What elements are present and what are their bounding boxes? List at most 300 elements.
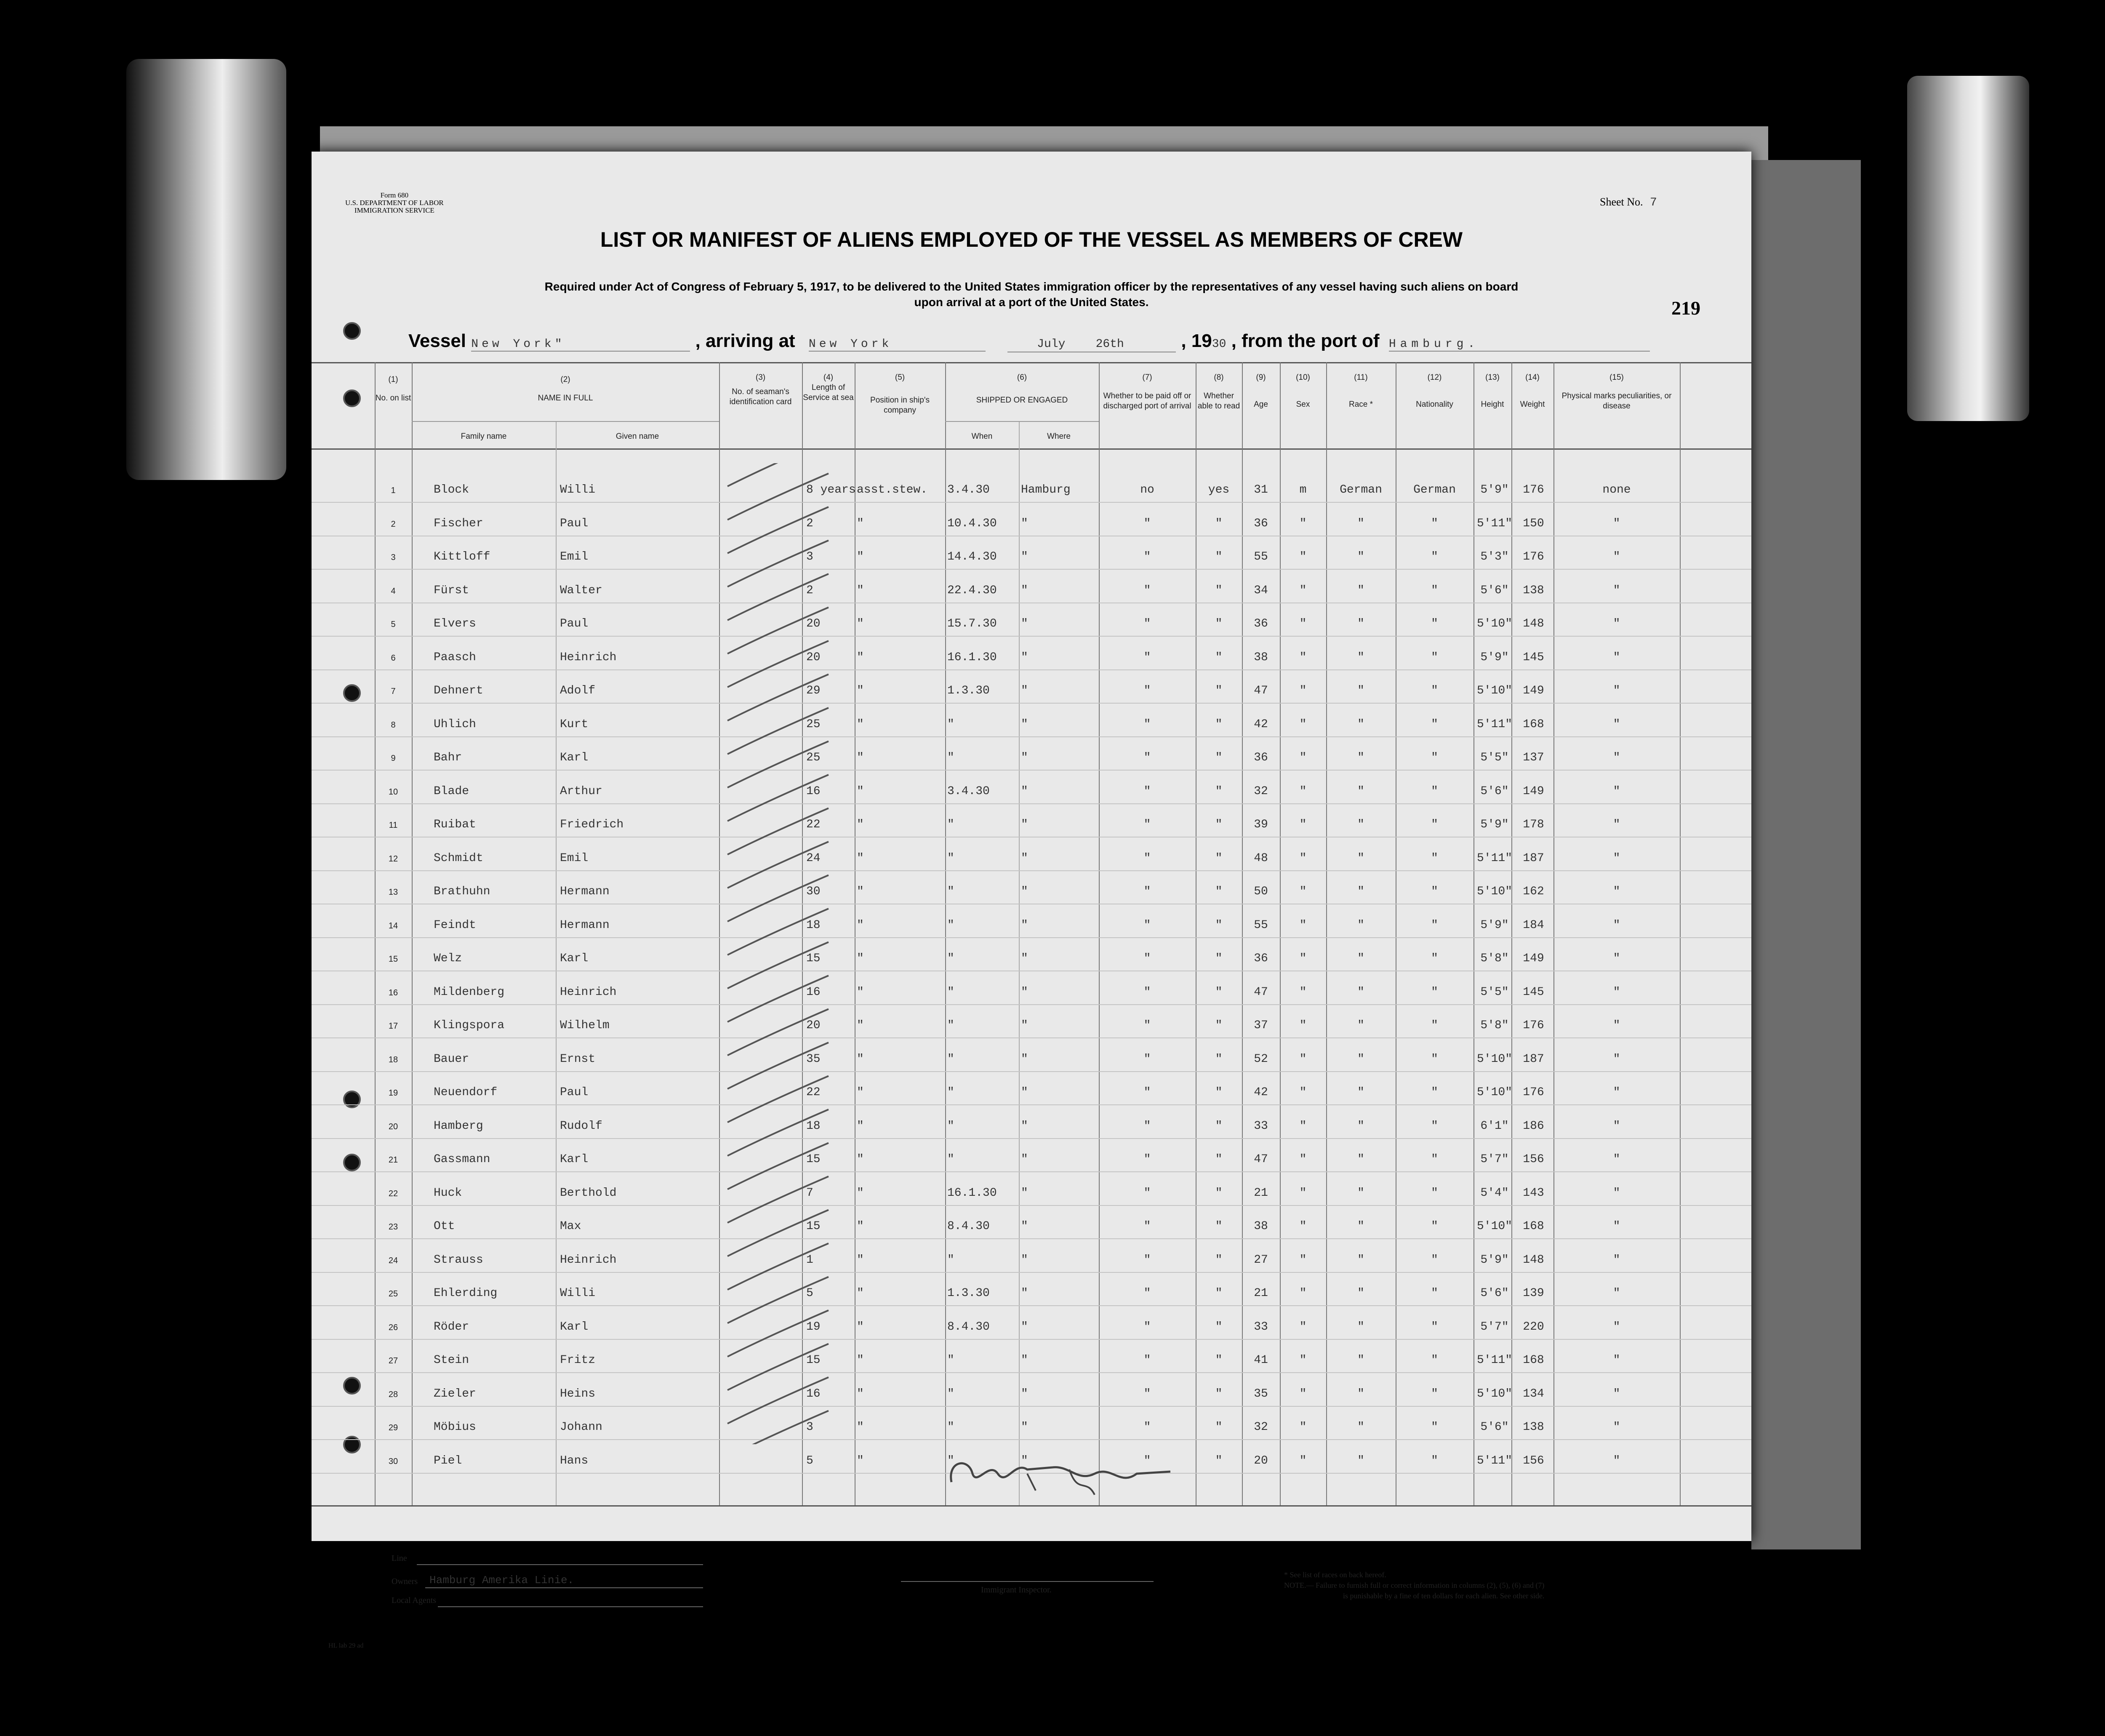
family-name: Ruibat	[434, 818, 476, 831]
race: "	[1357, 651, 1364, 664]
physical-marks: "	[1613, 617, 1620, 630]
nationality: "	[1431, 918, 1438, 932]
height: 5'10"	[1476, 1220, 1512, 1233]
physical-marks: "	[1613, 550, 1620, 563]
weight: 145	[1523, 651, 1544, 664]
shipped-where: "	[1021, 1052, 1028, 1066]
table-top-rule	[312, 362, 1751, 363]
family-name: Möbius	[434, 1421, 476, 1434]
shipped-subheader-rule	[945, 421, 1099, 422]
paid-off: "	[1143, 651, 1151, 664]
sex: "	[1299, 617, 1307, 630]
able-to-read: "	[1215, 651, 1223, 664]
ship-position: "	[857, 1220, 864, 1233]
weight: 176	[1523, 1019, 1544, 1032]
weight: 168	[1523, 1220, 1544, 1233]
given-name: Heinrich	[560, 1253, 617, 1267]
able-to-read: "	[1215, 952, 1223, 965]
able-to-read: "	[1215, 1421, 1223, 1434]
physical-marks: "	[1613, 985, 1620, 999]
able-to-read: "	[1215, 517, 1223, 530]
family-name: Kittloff	[434, 550, 490, 563]
row-number: 13	[388, 888, 398, 897]
service-length: 5	[806, 1454, 813, 1467]
line-label: Line	[392, 1554, 407, 1563]
col-header-5: (5) Position in ship's company	[870, 373, 930, 415]
able-to-read: yes	[1208, 483, 1230, 496]
year-prefix: , 19	[1181, 331, 1212, 351]
ship-position: "	[857, 885, 864, 898]
height: 5'10"	[1476, 1052, 1512, 1066]
shipped-when: "	[947, 918, 954, 932]
shipped-where: "	[1021, 1354, 1028, 1367]
paid-off: "	[1143, 1287, 1151, 1300]
sex: "	[1299, 717, 1307, 731]
weight: 184	[1523, 918, 1544, 932]
shipped-where: "	[1021, 918, 1028, 932]
age: 21	[1254, 1287, 1268, 1300]
age: 47	[1254, 985, 1268, 999]
sex: "	[1299, 1387, 1307, 1400]
nationality: "	[1431, 1052, 1438, 1066]
arriving-port: New York	[809, 338, 986, 352]
sex: "	[1299, 851, 1307, 865]
age: 27	[1254, 1253, 1268, 1267]
col-header-15: (15) Physical marks peculiarities, or disease	[1561, 373, 1672, 411]
family-name: Gassmann	[434, 1153, 490, 1166]
height: 5'9"	[1480, 918, 1509, 932]
nationality: "	[1431, 1186, 1438, 1200]
weight: 186	[1523, 1119, 1544, 1133]
age: 36	[1254, 952, 1268, 965]
physical-marks: "	[1613, 1287, 1620, 1300]
service-length: 5	[806, 1287, 813, 1300]
owners-value: Hamburg Amerika Linie.	[429, 1574, 574, 1587]
agents-underline	[438, 1606, 703, 1607]
service-length: 24	[806, 851, 821, 865]
race: "	[1357, 1119, 1364, 1133]
race: "	[1357, 1387, 1364, 1400]
shipped-where: "	[1021, 1454, 1028, 1467]
paid-off: "	[1143, 617, 1151, 630]
given-name: Wilhelm	[560, 1019, 610, 1032]
paid-off: "	[1143, 1454, 1151, 1467]
paid-off: "	[1143, 1186, 1151, 1200]
able-to-read: "	[1215, 1454, 1223, 1467]
ship-position: "	[857, 1119, 864, 1133]
height: 5'6"	[1480, 1421, 1509, 1434]
physical-marks: "	[1613, 1320, 1620, 1333]
paid-off: "	[1143, 1220, 1151, 1233]
ship-position: "	[857, 1186, 864, 1200]
family-name: Hamberg	[434, 1119, 483, 1133]
paid-off: "	[1143, 1354, 1151, 1367]
given-name: Karl	[560, 751, 589, 764]
given-name: Willi	[560, 1287, 596, 1300]
paid-off: "	[1143, 1421, 1151, 1434]
punch-hole	[343, 389, 361, 407]
physical-marks: "	[1613, 818, 1620, 831]
paid-off: "	[1143, 1052, 1151, 1066]
given-name: Kurt	[560, 717, 589, 731]
service-length: 22	[806, 818, 821, 831]
given-name: Hermann	[560, 885, 610, 898]
height: 5'10"	[1476, 1086, 1512, 1099]
family-name: Dehnert	[434, 684, 483, 697]
owners-underline	[425, 1587, 703, 1588]
shipped-when: 15.7.30	[947, 617, 997, 630]
given-name: Walter	[560, 584, 602, 597]
height: 5'10"	[1476, 684, 1512, 697]
shipped-when: 14.4.30	[947, 550, 997, 563]
shipped-when: 10.4.30	[947, 517, 997, 530]
sex: "	[1299, 1354, 1307, 1367]
ship-position: "	[857, 1320, 864, 1333]
able-to-read: "	[1215, 1019, 1223, 1032]
weight: 187	[1523, 851, 1544, 865]
race-note: * See list of races on back hereof.	[1284, 1571, 1386, 1579]
vessel-label: Vessel	[408, 331, 466, 351]
height: 5'3"	[1480, 550, 1509, 563]
from-port: Hamburg.	[1389, 338, 1650, 352]
service-length: 15	[806, 1220, 821, 1233]
given-name: Emil	[560, 851, 589, 865]
nationality: "	[1431, 1153, 1438, 1166]
able-to-read: "	[1215, 818, 1223, 831]
sheet-label: Sheet No.	[1600, 196, 1643, 208]
sex: "	[1299, 918, 1307, 932]
race: "	[1357, 784, 1364, 798]
ship-position: "	[857, 952, 864, 965]
page-title: LIST OR MANIFEST OF ALIENS EMPLOYED OF THE VESSEL AS MEMBERS OF CREW	[600, 228, 1463, 251]
nationality: "	[1431, 1454, 1438, 1467]
shipped-when: 22.4.30	[947, 584, 997, 597]
physical-marks: "	[1613, 651, 1620, 664]
height: 6'1"	[1480, 1119, 1509, 1133]
shipped-where: "	[1021, 1086, 1028, 1099]
able-to-read: "	[1215, 617, 1223, 630]
age: 36	[1254, 751, 1268, 764]
sex: "	[1299, 952, 1307, 965]
race: "	[1357, 1253, 1364, 1267]
able-to-read: "	[1215, 1387, 1223, 1400]
shipped-where: "	[1021, 651, 1028, 664]
given-name: Paul	[560, 1086, 589, 1099]
service-length: 2	[806, 517, 813, 530]
paid-off: "	[1143, 818, 1151, 831]
col-header-where: Where	[1047, 432, 1071, 441]
family-name: Ott	[434, 1220, 455, 1233]
inspector-label: Immigrant Inspector.	[981, 1585, 1052, 1595]
ship-position: "	[857, 651, 864, 664]
weight: 162	[1523, 885, 1544, 898]
able-to-read: "	[1215, 1287, 1223, 1300]
shipped-when: "	[947, 952, 954, 965]
weight: 138	[1523, 1421, 1544, 1434]
shipped-where: "	[1021, 818, 1028, 831]
shipped-where: "	[1021, 1320, 1028, 1333]
sex: "	[1299, 1153, 1307, 1166]
shipped-when: "	[947, 1421, 954, 1434]
service-length: 18	[806, 918, 821, 932]
sex: "	[1299, 1086, 1307, 1099]
height: 5'11"	[1476, 717, 1512, 731]
height: 5'9"	[1480, 1253, 1509, 1267]
nationality: "	[1431, 1354, 1438, 1367]
service-length: 35	[806, 1052, 821, 1066]
inspector-signature	[943, 1444, 1179, 1503]
service-length: 2	[806, 584, 813, 597]
line-underline	[417, 1564, 703, 1565]
ship-position: "	[857, 1153, 864, 1166]
family-name: Elvers	[434, 617, 476, 630]
physical-marks: "	[1613, 1220, 1620, 1233]
backing-sheet-edge	[1751, 160, 1861, 1549]
row-number: 10	[388, 787, 398, 797]
service-length: 8 years	[806, 483, 856, 496]
nationality: "	[1431, 784, 1438, 798]
race: "	[1357, 550, 1364, 563]
race: "	[1357, 684, 1364, 697]
shipped-where: "	[1021, 1220, 1028, 1233]
row-number: 21	[388, 1155, 398, 1165]
physical-marks: "	[1613, 1387, 1620, 1400]
paid-off: "	[1143, 885, 1151, 898]
row-number: 25	[388, 1289, 398, 1299]
age: 38	[1254, 1220, 1268, 1233]
weight: 149	[1523, 952, 1544, 965]
physical-marks: "	[1613, 851, 1620, 865]
ship-position: asst.stew.	[857, 483, 928, 496]
height: 5'9"	[1480, 818, 1509, 831]
binder-ring-right	[1907, 76, 2029, 421]
row-number: 4	[391, 586, 396, 596]
race: "	[1357, 851, 1364, 865]
weight: 156	[1523, 1153, 1544, 1166]
shipped-where: "	[1021, 751, 1028, 764]
nationality: "	[1431, 1387, 1438, 1400]
col-header-8: (8) Whether able to read	[1197, 373, 1240, 411]
ship-position: "	[857, 784, 864, 798]
able-to-read: "	[1215, 751, 1223, 764]
given-name: Ernst	[560, 1052, 596, 1066]
print-mark: HL lab 29 ad	[328, 1642, 364, 1649]
ship-position: "	[857, 517, 864, 530]
row-number: 26	[388, 1323, 398, 1332]
age: 47	[1254, 1153, 1268, 1166]
nationality: "	[1431, 851, 1438, 865]
shipped-when: "	[947, 885, 954, 898]
family-name: Ehlerding	[434, 1287, 498, 1300]
able-to-read: "	[1215, 851, 1223, 865]
nationality: "	[1431, 1220, 1438, 1233]
able-to-read: "	[1215, 550, 1223, 563]
weight: 134	[1523, 1387, 1544, 1400]
paid-off: "	[1143, 517, 1151, 530]
weight: 139	[1523, 1287, 1544, 1300]
inspector-underline	[901, 1581, 1154, 1582]
age: 21	[1254, 1186, 1268, 1200]
ship-position: "	[857, 1253, 864, 1267]
ship-position: "	[857, 617, 864, 630]
given-name: Berthold	[560, 1186, 617, 1200]
race: "	[1357, 818, 1364, 831]
family-name: Fischer	[434, 517, 483, 530]
from-label: , from the port of	[1231, 331, 1380, 351]
nationality: "	[1431, 1421, 1438, 1434]
race: "	[1357, 885, 1364, 898]
weight: 168	[1523, 717, 1544, 731]
ship-position: "	[857, 584, 864, 597]
race: "	[1357, 1287, 1364, 1300]
row-number: 9	[391, 754, 396, 763]
service-length: 15	[806, 952, 821, 965]
ship-position: "	[857, 550, 864, 563]
able-to-read: "	[1215, 1253, 1223, 1267]
shipped-where: "	[1021, 517, 1028, 530]
service-length: 15	[806, 1354, 821, 1367]
shipped-when: "	[947, 1019, 954, 1032]
col-header-given: Given name	[616, 432, 659, 441]
shipped-when: "	[947, 1052, 954, 1066]
shipped-where: "	[1021, 684, 1028, 697]
sex: "	[1299, 651, 1307, 664]
ship-position: "	[857, 717, 864, 731]
given-name: Heins	[560, 1387, 596, 1400]
age: 50	[1254, 885, 1268, 898]
service-length: 20	[806, 651, 821, 664]
shipped-where: "	[1021, 851, 1028, 865]
ship-position: "	[857, 684, 864, 697]
height: 5'7"	[1480, 1153, 1509, 1166]
age: 47	[1254, 684, 1268, 697]
row-number: 17	[388, 1021, 398, 1031]
col-header-9: (9) Age	[1254, 373, 1268, 409]
nationality: "	[1431, 651, 1438, 664]
shipped-where: "	[1021, 952, 1028, 965]
given-name: Karl	[560, 1153, 589, 1166]
shipped-when: 8.4.30	[947, 1320, 990, 1333]
physical-marks: "	[1613, 751, 1620, 764]
shipped-when: "	[947, 818, 954, 831]
arrival-month: July	[1037, 338, 1066, 351]
nationality: "	[1431, 617, 1438, 630]
shipped-where: "	[1021, 1253, 1028, 1267]
col-header-2: (2) NAME IN FULL	[538, 375, 593, 403]
punch-hole	[343, 322, 361, 340]
ship-position: "	[857, 751, 864, 764]
nationality: "	[1431, 1019, 1438, 1032]
sex: "	[1299, 1019, 1307, 1032]
weight: 220	[1523, 1320, 1544, 1333]
shipped-when: "	[947, 851, 954, 865]
paid-off: "	[1143, 584, 1151, 597]
able-to-read: "	[1215, 918, 1223, 932]
shipped-where: "	[1021, 1186, 1028, 1200]
shipped-where: "	[1021, 1019, 1028, 1032]
able-to-read: "	[1215, 584, 1223, 597]
paid-off: "	[1143, 1253, 1151, 1267]
col-header-1: (1) No. on list	[375, 375, 411, 403]
col-header-3: (3) No. of seaman's identification card	[729, 373, 792, 406]
height: 5'11"	[1476, 517, 1512, 530]
paid-off: "	[1143, 918, 1151, 932]
subtitle-line-1: Required under Act of Congress of February 5, 1917, to be delivered to the United States immigration officer by the representatives of any vessel having such aliens on board	[544, 280, 1519, 293]
race: "	[1357, 717, 1364, 731]
subtitle-line-2: upon arrival at a port of the United States.	[914, 296, 1149, 309]
paid-off: "	[1143, 1387, 1151, 1400]
race: "	[1357, 1454, 1364, 1467]
able-to-read: "	[1215, 885, 1223, 898]
row-number: 27	[388, 1356, 398, 1365]
able-to-read: "	[1215, 684, 1223, 697]
shipped-when: 3.4.30	[947, 483, 990, 496]
physical-marks: "	[1613, 952, 1620, 965]
able-to-read: "	[1215, 784, 1223, 798]
height: 5'11"	[1476, 1454, 1512, 1467]
shipped-when: "	[947, 1354, 954, 1367]
weight: 137	[1523, 751, 1544, 764]
service-length: 1	[806, 1253, 813, 1267]
service-length: 19	[806, 1320, 821, 1333]
physical-marks: "	[1613, 1119, 1620, 1133]
age: 33	[1254, 1119, 1268, 1133]
shipped-when: 3.4.30	[947, 784, 990, 798]
weight: 187	[1523, 1052, 1544, 1066]
physical-marks: "	[1613, 1253, 1620, 1267]
family-name: Welz	[434, 952, 462, 965]
weight: 149	[1523, 684, 1544, 697]
given-name: Paul	[560, 617, 589, 630]
service-name: IMMIGRATION SERVICE	[354, 206, 434, 214]
age: 31	[1254, 483, 1268, 496]
family-name: Neuendorf	[434, 1086, 498, 1099]
age: 36	[1254, 617, 1268, 630]
weight: 143	[1523, 1186, 1544, 1200]
sex: "	[1299, 1421, 1307, 1434]
nationality: "	[1431, 1086, 1438, 1099]
physical-marks: "	[1613, 1153, 1620, 1166]
owners-label: Owners	[392, 1577, 418, 1586]
given-name: Fritz	[560, 1354, 596, 1367]
shipped-where: "	[1021, 1387, 1028, 1400]
age: 38	[1254, 651, 1268, 664]
given-name: Arthur	[560, 784, 602, 798]
physical-marks: "	[1613, 1052, 1620, 1066]
nationality: "	[1431, 1287, 1438, 1300]
sex: "	[1299, 885, 1307, 898]
service-length: 30	[806, 885, 821, 898]
given-name: Hermann	[560, 918, 610, 932]
weight: 148	[1523, 1253, 1544, 1267]
family-name: Huck	[434, 1186, 462, 1200]
given-name: Emil	[560, 550, 589, 563]
col-header-6: (6) SHIPPED OR ENGAGED	[976, 373, 1068, 405]
sex: "	[1299, 784, 1307, 798]
sex: "	[1299, 550, 1307, 563]
height: 5'11"	[1476, 1354, 1512, 1367]
family-name: Bauer	[434, 1052, 469, 1066]
row-number: 15	[388, 955, 398, 964]
family-name: Mildenberg	[434, 985, 505, 999]
race: "	[1357, 1086, 1364, 1099]
nationality: "	[1431, 584, 1438, 597]
height: 5'10"	[1476, 1387, 1512, 1400]
age: 39	[1254, 818, 1268, 831]
family-name: Uhlich	[434, 717, 476, 731]
family-name: Block	[434, 483, 469, 496]
department-block	[345, 192, 444, 214]
